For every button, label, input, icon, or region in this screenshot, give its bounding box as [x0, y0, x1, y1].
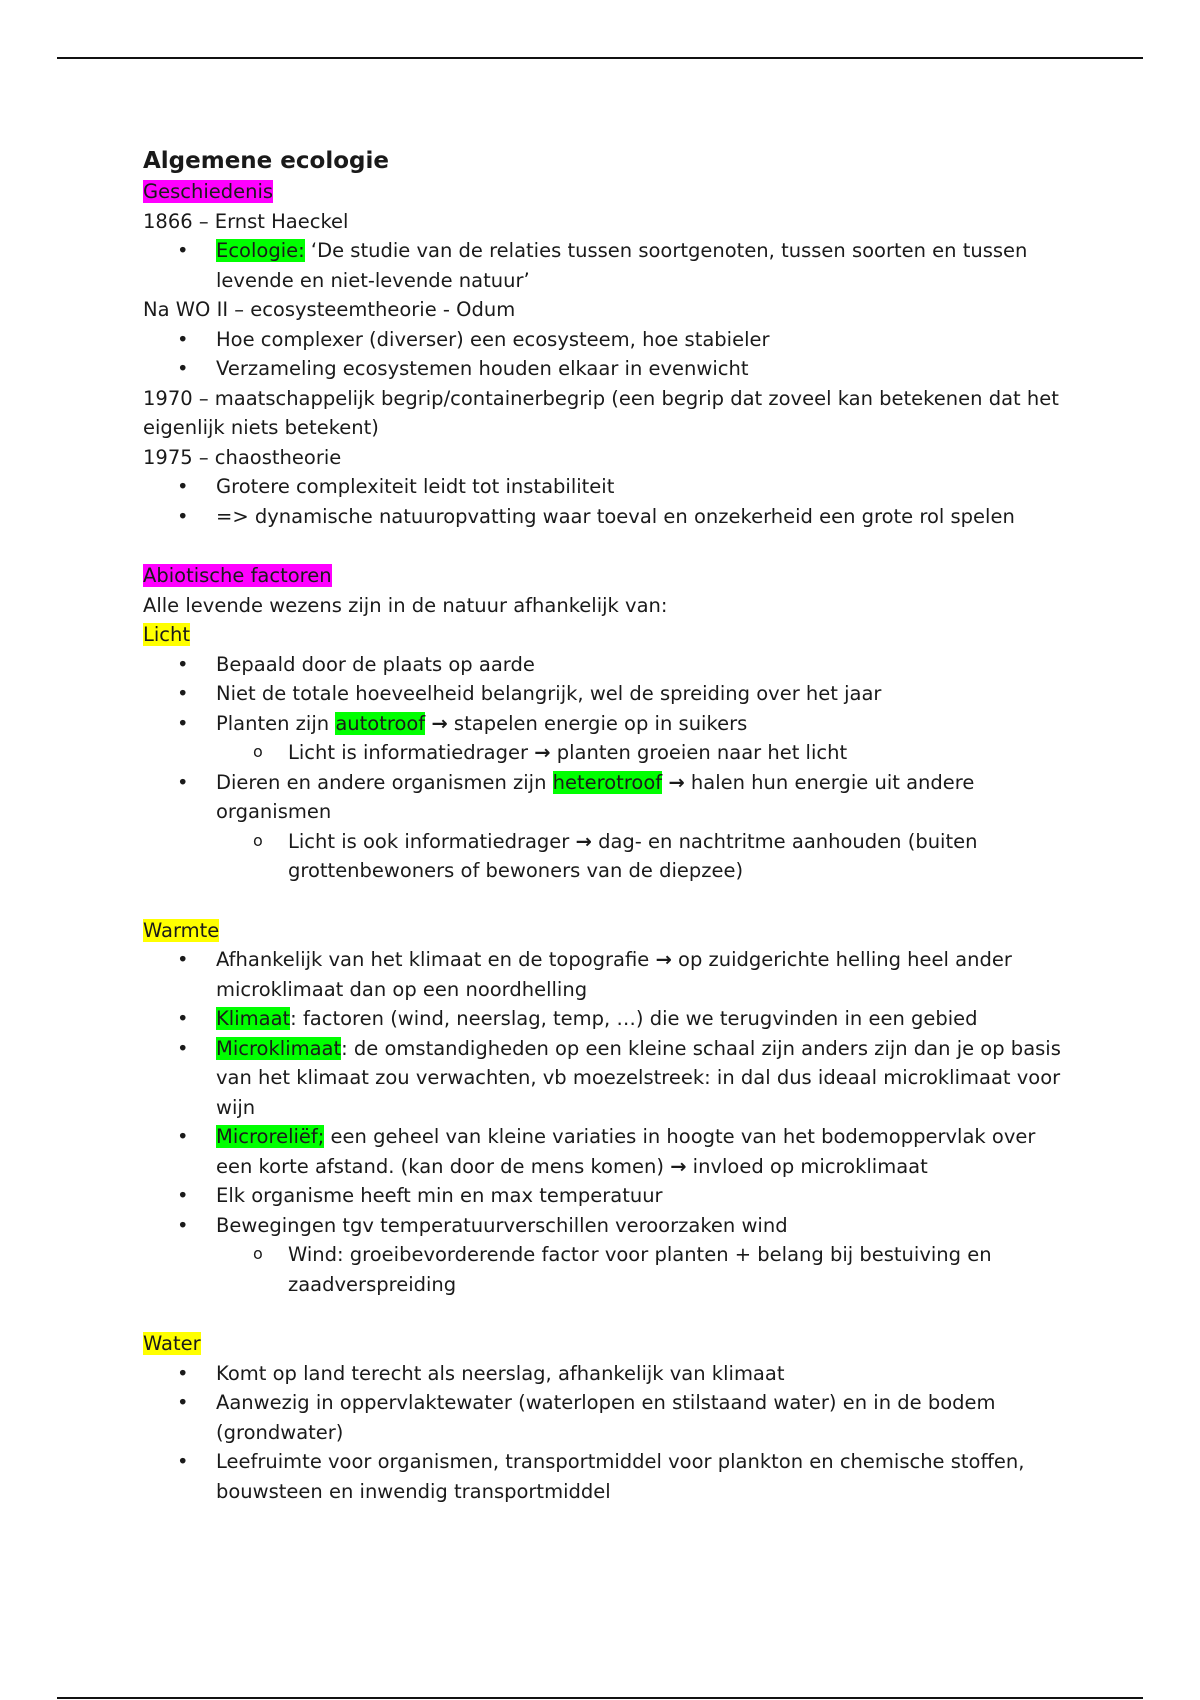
list-item-text: Licht is ook informatiedrager: [288, 829, 576, 853]
list-item: • Bewegingen tgv temperatuurverschillen veroorzaken wind: [143, 1211, 1063, 1241]
section-water: [143, 1329, 1063, 1506]
header-rule: [57, 57, 1143, 59]
list-item: [143, 1004, 1063, 1034]
list-item-text: Planten zijn: [216, 711, 336, 735]
arrow-right-icon: →: [431, 711, 448, 735]
list-item: • Bepaald door de plaats op aarde: [143, 650, 1063, 680]
heading-licht: Licht: [143, 623, 191, 646]
term-ecologie: Ecologie:: [216, 239, 305, 262]
section-geschiedenis: [143, 177, 1063, 531]
list-item-text: Licht is informatiedrager: [288, 741, 535, 764]
list-item: [143, 768, 1063, 827]
heading-abiotische-factoren: Abiotische factoren: [143, 564, 332, 587]
arrow-right-icon: →: [655, 948, 672, 971]
list-item: [143, 236, 1063, 295]
arrow-right-icon: →: [668, 770, 685, 794]
bullet-list: [143, 945, 1063, 1299]
list-item: • Aanwezig in oppervlaktewater (waterlopen en stilstaand water) en in de bodem (grondwater): [143, 1388, 1063, 1447]
section-abiotische-factoren: [143, 561, 1063, 886]
list-item-text: Afhankelijk van het klimaat en de topografie: [216, 948, 656, 971]
list-item: • Grotere complexiteit leidt tot instabiliteit: [143, 472, 1063, 502]
sub-list-item: [143, 738, 1063, 768]
list-item: • => dynamische natuuropvatting waar toeval en onzekerheid een grote rol spelen: [143, 502, 1063, 532]
list-item: • Komt op land terecht als neerslag, afhankelijk van klimaat: [143, 1359, 1063, 1389]
list-item-text: op zuidgerichte helling heel ander microklimaat dan op een noordhelling: [216, 948, 1012, 1001]
heading-water: Water: [143, 1332, 201, 1355]
list-item: • Niet de totale hoeveelheid belangrijk, wel de spreiding over het jaar: [143, 679, 1063, 709]
heading-geschiedenis: Geschiedenis: [143, 180, 274, 203]
bullet-list: [143, 650, 1063, 886]
list-item-text: Dieren en andere organismen zijn: [216, 770, 553, 794]
term-klimaat: Klimaat: [216, 1007, 291, 1030]
footer-rule: [57, 1697, 1143, 1699]
paragraph: 1866 – Ernst Haeckel: [143, 209, 349, 233]
list-item: [143, 709, 1063, 739]
list-item-text: dag- en nachtritme aanhouden (buiten grottenbewoners of bewoners van de diepzee): [288, 829, 978, 882]
document-body: [143, 145, 1063, 1506]
term-microrelief: Microreliëf;: [216, 1125, 325, 1148]
term-heterotroof: heterotroof: [552, 770, 663, 794]
arrow-right-icon: →: [575, 829, 592, 853]
list-item: • Hoe complexer (diverser) een ecosysteem, hoe stabieler: [143, 325, 1063, 355]
sub-list-item: o Wind: groeibevorderende factor voor planten + belang bij bestuiving en zaadverspreiding: [143, 1240, 1063, 1299]
page-title: Algemene ecologie: [143, 148, 389, 174]
arrow-right-icon: →: [534, 741, 551, 764]
list-item-text: ‘De studie van de relaties tussen soortgenoten, tussen soorten en tussen levende en niet-levende natuur’: [216, 239, 1028, 292]
term-microklimaat: Microklimaat: [216, 1036, 342, 1060]
list-item-text: planten groeien naar het licht: [550, 741, 848, 764]
arrow-right-icon: →: [670, 1154, 687, 1178]
list-item-text: een geheel van kleine variaties in hoogte van het bodemoppervlak over een korte afstand. (kan door de mens komen): [216, 1125, 1036, 1178]
sub-list-item: [143, 827, 1063, 886]
list-item-text: : de omstandigheden op een kleine schaal zijn anders zijn dan je op basis van het klimaat zou verwachten, vb moezelstreek: in dal dus ideaal microklimaat voor wijn: [216, 1036, 1061, 1119]
paragraph: Na WO II – ecosysteemtheorie - Odum: [143, 298, 516, 321]
heading-warmte: Warmte: [143, 918, 220, 942]
section-warmte: [143, 916, 1063, 1300]
list-item-text: halen hun energie uit andere organismen: [216, 770, 975, 823]
list-item: [143, 1122, 1063, 1181]
list-item: • Elk organisme heeft min en max temperatuur: [143, 1181, 1063, 1211]
list-item-text: invloed op microklimaat: [686, 1154, 928, 1178]
list-item: [143, 945, 1063, 1004]
list-item: • Leefruimte voor organismen, transportmiddel voor plankton en chemische stoffen, bouwsteen en inwendig transportmiddel: [143, 1447, 1063, 1506]
paragraph: 1975 – chaostheorie: [143, 445, 342, 469]
bullet-list: [143, 325, 1063, 384]
list-item-text: : factoren (wind, neerslag, temp, …) die we terugvinden in een gebied: [290, 1007, 978, 1030]
bullet-list: [143, 1359, 1063, 1507]
list-item: • Verzameling ecosystemen houden elkaar in evenwicht: [143, 354, 1063, 384]
list-item-text: stapelen energie op in suikers: [447, 711, 748, 735]
bullet-list: [143, 236, 1063, 295]
list-item: [143, 1034, 1063, 1123]
term-autotroof: autotroof: [335, 711, 426, 735]
paragraph: Alle levende wezens zijn in de natuur afhankelijk van:: [143, 593, 668, 617]
paragraph: 1970 – maatschappelijk begrip/containerbegrip (een begrip dat zoveel kan betekenen dat het eigenlijk niets betekent): [143, 386, 1059, 439]
bullet-list: [143, 472, 1063, 531]
